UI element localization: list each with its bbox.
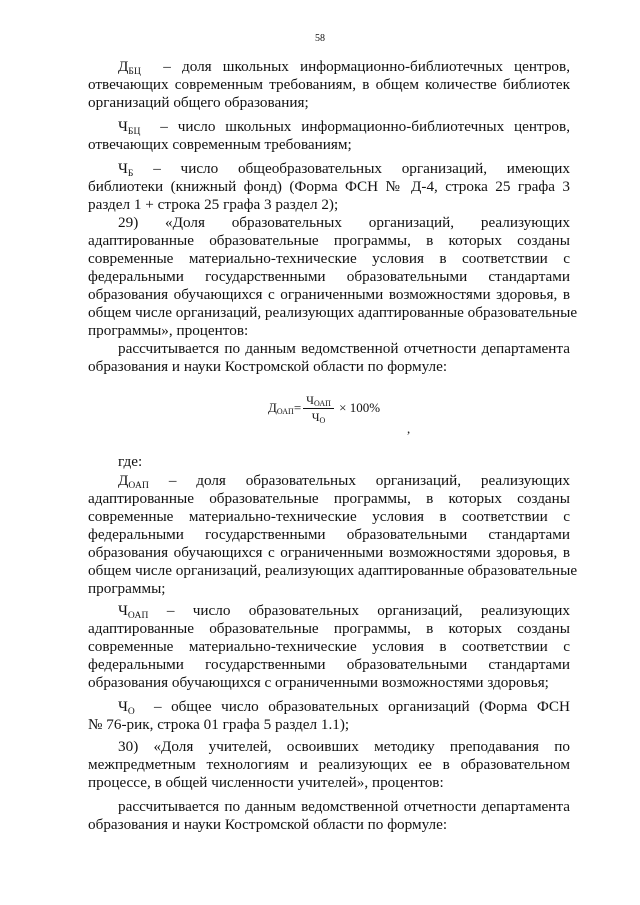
line-text: – общее число образовательных организаций (Форма ФСН (134, 698, 570, 715)
line-text: федеральными государственными образовательными стандартами (88, 526, 570, 543)
text-line (88, 526, 570, 544)
text-line (88, 816, 570, 834)
line-text: общем числе организаций, реализующих адаптированные образовательные (88, 304, 578, 321)
formula-multiplier: × 100% (335, 399, 381, 415)
text-line (88, 508, 570, 526)
line-text: № 76-рик, строка 01 графа 5 раздел 1.1); (88, 716, 350, 733)
line-text: организаций общего образования; (88, 94, 309, 111)
line-text: адаптированные образовательные программы, в которых созданы (88, 620, 570, 637)
formula-lhs: ДОАП (268, 399, 294, 416)
formula (268, 393, 380, 433)
text-line (88, 358, 570, 376)
variable-subscript: БЦ (128, 67, 142, 77)
text-line (88, 756, 570, 774)
line-text: библиотеки (книжный фонд) (Форма ФСН № Д-4, строка 25 графа 3 (88, 178, 570, 195)
text-line (88, 674, 570, 692)
variable-symbol: Ч (118, 698, 128, 715)
formula-fraction (303, 393, 334, 425)
line-text: федеральными государственными образовательными стандартами (88, 656, 570, 673)
line-text: процессе, в общей численности учителей», процентов: (88, 774, 444, 791)
text-line (88, 562, 578, 580)
line-text: – доля образовательных организаций, реализующих (149, 472, 570, 489)
text-line (88, 304, 578, 322)
line-text: образования обучающихся с ограниченными возможностями здоровья, в (88, 286, 570, 303)
variable-subscript: ОАП (127, 611, 149, 621)
text-line (88, 76, 570, 94)
variable-symbol: Д (118, 472, 129, 489)
variable-subscript: О (127, 707, 135, 717)
formula-equals: = (293, 399, 302, 415)
line-text: отвечающих современным требованиям, в общем количестве библиотек (88, 76, 570, 93)
text-line (88, 774, 570, 792)
line-text: программы; (88, 580, 166, 597)
line-text: – доля школьных информационно-библиотечных центров, (141, 58, 570, 75)
line-text: адаптированные образовательные программы, в которых созданы (88, 232, 570, 249)
line-text: современные материально-технические условия в соответствии с (88, 638, 570, 655)
formula-denominator: ЧО (311, 410, 326, 425)
formula-comma: , (407, 421, 411, 436)
line-text: рассчитывается по данным ведомственной отчетности департамента (118, 340, 570, 357)
line-text: – число образовательных организаций, реализующих (148, 602, 570, 619)
text-line (88, 232, 570, 250)
line-text: общем числе организаций, реализующих адаптированные образовательные (88, 562, 578, 579)
variable-symbol: Д (118, 58, 129, 75)
variable-symbol: Ч (118, 160, 128, 177)
line-text: образования обучающихся с ограниченными возможностями здоровья, в (88, 544, 570, 561)
line-text: 29) «Доля образовательных организаций, реализующих (118, 214, 570, 231)
line-text: федеральными государственными образовательными стандартами (88, 268, 570, 285)
variable-subscript: ОАП (128, 481, 150, 491)
text-line (88, 94, 570, 112)
text-line (88, 716, 570, 734)
text-line (88, 268, 570, 286)
text-line (88, 620, 570, 638)
text-line (88, 544, 570, 562)
line-text: программы», процентов: (88, 322, 249, 339)
text-line (88, 738, 570, 756)
text-line (88, 798, 570, 816)
formula-numerator: ЧОАП (303, 393, 334, 409)
text-line (88, 178, 570, 196)
text-line (88, 340, 570, 358)
variable-subscript: БЦ (127, 127, 141, 137)
text-line (88, 453, 570, 471)
text-line (88, 490, 570, 508)
text-line (88, 638, 570, 656)
line-text: образования и науки Костромской области по формуле: (88, 358, 448, 375)
line-text: адаптированные образовательные программы, в которых созданы (88, 490, 570, 507)
line-text: современные материально-технические условия в соответствии с (88, 250, 570, 267)
line-text: – число общеобразовательных организаций, имеющих (133, 160, 570, 177)
text-line (88, 580, 570, 598)
line-text: – число школьных информационно-библиотечных центров, (140, 118, 570, 135)
text-line (88, 214, 570, 232)
variable-symbol: Ч (118, 118, 128, 135)
text-line (88, 322, 570, 340)
variable-symbol: Ч (118, 602, 128, 619)
text-line (88, 286, 570, 304)
line-text: образования обучающихся с ограниченными возможностями здоровья; (88, 674, 549, 691)
text-line (88, 250, 570, 268)
line-text: межпредметным технологиям и реализующих ее в образовательном (88, 756, 570, 773)
line-text: отвечающих современным требованиям; (88, 136, 352, 153)
line-text: рассчитывается по данным ведомственной отчетности департамента (118, 798, 570, 815)
line-text: раздел 1 + строка 25 графа 3 раздел 2); (88, 196, 339, 213)
text-line (88, 136, 570, 154)
page-number: 58 (315, 33, 325, 44)
line-text: современные материально-технические условия в соответствии с (88, 508, 570, 525)
variable-subscript: Б (127, 169, 134, 179)
text-line (88, 656, 570, 674)
text-line (88, 196, 570, 214)
line-text: образования и науки Костромской области по формуле: (88, 816, 448, 833)
line-text: 30) «Доля учителей, освоивших методику преподавания по (118, 738, 570, 755)
line-text: где: (118, 453, 143, 470)
